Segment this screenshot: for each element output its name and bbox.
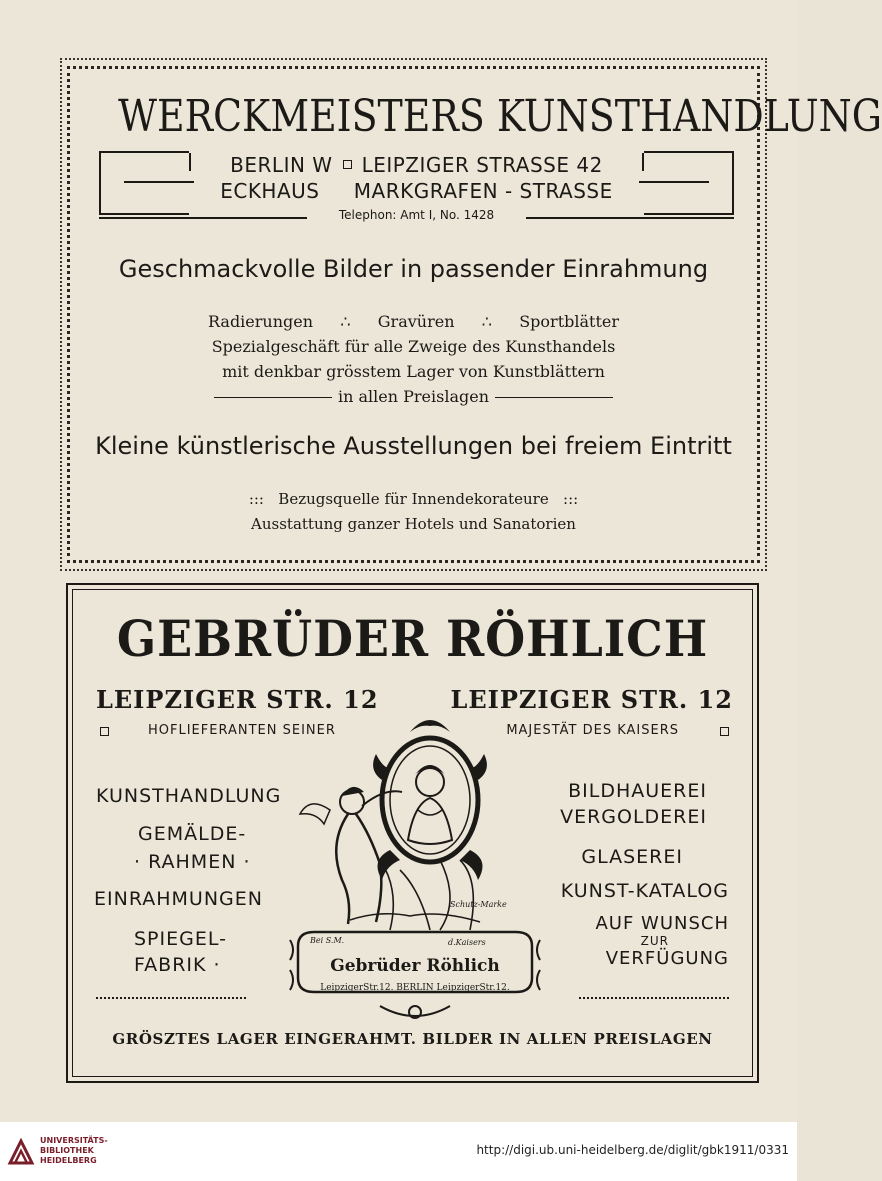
product-list-line (70, 312, 757, 331)
product-engravings: Gravüren (377, 312, 455, 331)
trademark-mark-label: Schutz-Marke (450, 900, 507, 909)
service-left: EINRAHMUNGEN (94, 888, 263, 910)
trademark-illustration-icon (290, 710, 540, 1030)
service-right: VERGOLDEREI (560, 806, 707, 828)
library-name (40, 1136, 108, 1166)
address-corner: ECKHAUS (220, 179, 320, 203)
specialty-line: Spezialgeschäft für alle Zweige des Kunsthandels (211, 337, 616, 356)
library-name-line: UNIVERSITÄTS- (40, 1136, 108, 1145)
address-street: LEIPZIGER STRASSE 42 (361, 153, 603, 177)
therefore-icon: ∴ (481, 312, 492, 331)
dots-mark: ::: (563, 490, 579, 508)
telephone-line (99, 208, 734, 226)
hotels-line: Ausstattung ganzer Hotels und Sanatorien (251, 515, 576, 533)
product-etchings: Radierungen (207, 312, 314, 331)
service-right: VERFÜGUNG (605, 948, 729, 969)
service-left: GEMÄLDE- (138, 823, 247, 845)
trademark-note-right: d.Kaisers (448, 938, 486, 947)
trademark-address: LeipzigerStr.12. BERLIN LeipzigerStr.12. (320, 983, 510, 993)
service-right: GLASEREI (581, 846, 683, 868)
service-left: FABRIK · (134, 954, 221, 976)
address-line-1 (99, 153, 734, 177)
dots-mark: ::: (248, 490, 264, 508)
dotted-rule (96, 997, 246, 999)
price-range-line (70, 387, 757, 406)
library-name-line: HEIDELBERG (40, 1156, 97, 1165)
price-range-text: in allen Preislagen (337, 387, 490, 406)
service-left: KUNSTHANDLUNG (96, 785, 282, 807)
street-left: LEIPZIGER STR. 12 (96, 685, 379, 714)
square-bullet-icon (100, 727, 109, 736)
address-line-2 (99, 179, 734, 203)
ad-top-headline-1: Geschmackvolle Bilder in passender Einrahmung (118, 255, 709, 283)
purveyor-left: HOFLIEFERANTEN SEINER (148, 723, 336, 738)
library-name-line: BIBLIOTHEK (40, 1146, 94, 1155)
stock-line: mit denkbar grösstem Lager von Kunstblättern (222, 362, 605, 381)
ad-bottom-footer: GRÖSZTES LAGER EINGERAHMT. BILDER IN ALLEN PREISLAGEN (112, 1030, 713, 1048)
service-left: SPIEGEL- (134, 928, 227, 950)
decorators-text: Bezugsquelle für Innendekorateure (278, 490, 549, 508)
square-bullet-icon (720, 727, 729, 736)
square-bullet-icon (343, 160, 352, 169)
ad-top-headline-2: Kleine künstlerische Ausstellungen bei freiem Eintritt (95, 432, 732, 460)
service-left: · RAHMEN · (134, 851, 251, 873)
product-sport-prints: Sportblätter (519, 312, 620, 331)
permalink-url[interactable]: http://digi.ub.uni-heidelberg.de/diglit/gbk1911/0331 (476, 1143, 789, 1157)
ad-bottom-brand: GEBRÜDER RÖHLICH (116, 609, 709, 668)
telephone-text: Telephon: Amt I, No. 1428 (333, 208, 500, 222)
ad-werckmeister (67, 66, 882, 563)
purveyor-right: MAJESTÄT DES KAISERS (506, 723, 679, 738)
service-right: KUNST-KATALOG (560, 880, 729, 902)
address-cross-street: MARKGRAFEN - STRASSE (353, 179, 613, 203)
service-right: BILDHAUEREI (568, 780, 707, 802)
address-city: BERLIN W (230, 153, 333, 177)
trademark-emblem (290, 710, 540, 1030)
service-right: AUF WUNSCH (595, 913, 729, 934)
trademark-name: Gebrüder Röhlich (330, 956, 500, 976)
ad-top-title: WERCKMEISTERS KUNSTHANDLUNG (118, 91, 882, 142)
street-right: LEIPZIGER STR. 12 (450, 685, 733, 714)
therefore-icon: ∴ (340, 312, 351, 331)
library-footer-bar (0, 1122, 797, 1181)
dotted-rule (579, 997, 729, 999)
ad-roehlich (66, 583, 759, 1083)
decorators-line (70, 490, 757, 508)
library-logo-icon (8, 1139, 34, 1165)
service-right: ZUR (640, 934, 669, 948)
trademark-note-left: Bei S.M. (310, 936, 345, 945)
